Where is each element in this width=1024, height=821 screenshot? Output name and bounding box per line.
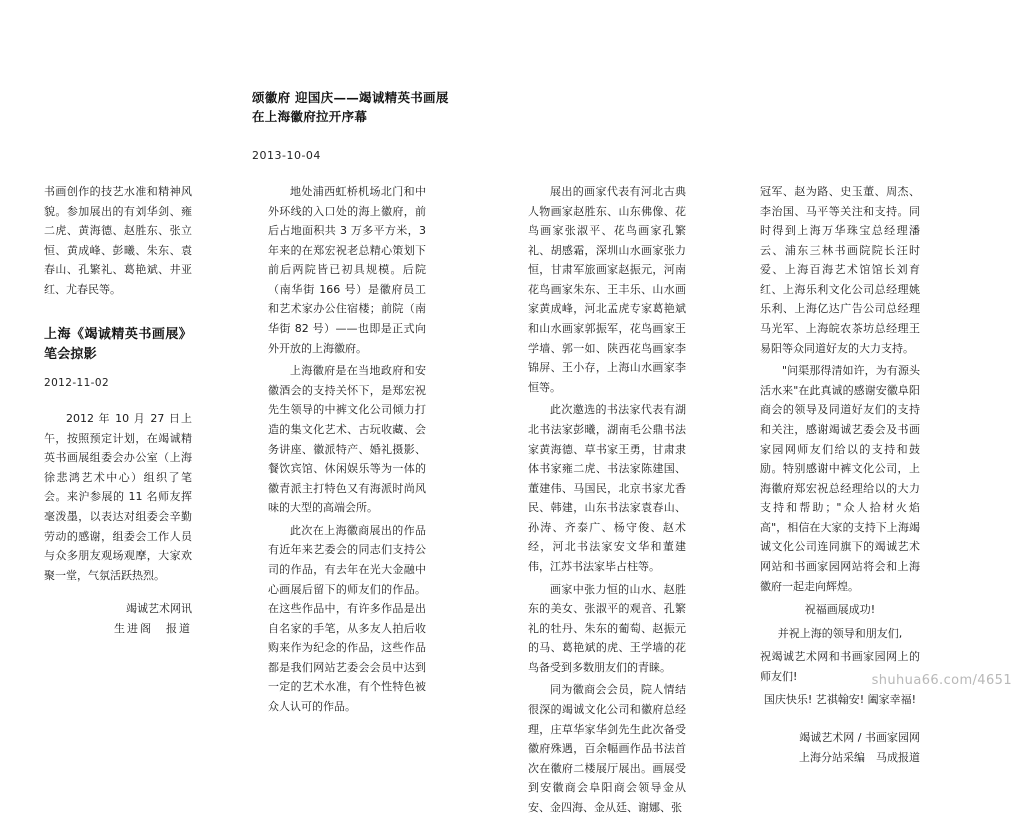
column4-paragraph-1: 冠军、赵为路、史玉董、周杰、李治国、马平等关注和支持。同时得到上海万华珠宝总经理潘云、浦东三林书画院院长汪时爱、上海百海艺术馆馆长刘育红、上海乐利文化公司总经理姚乐利、上海亿达广告公司总经理马光军、上海皖农茶坊总经理王易阳等众同道好友的大力支持。 <box>760 185 920 355</box>
section-title: 上海《竭诚精英书画展》笔会掠影 <box>44 327 192 362</box>
column3-paragraph-1: 展出的画家代表有河北古典人物画家赵胜东、山东佛像、花鸟画家张淑平、花鸟画家孔繁礼、胡感霜，深圳山水画家张力恒，甘肃军旅画家赵振元，河南花鸟画家朱东、王丰乐、山水画家黄成峰，河北孟虎专家葛艳斌和山水画家郭振军，花鸟画家王学墙、郭一如、陕西花鸟画家李锦屏、王小存，上海山水画家李恒等。 <box>528 185 686 394</box>
column1-byline <box>44 599 192 638</box>
signature-site: 竭诚艺术网 / 书画家园网 <box>799 731 920 745</box>
watermark-text: shuhua66.com/4651 <box>871 673 1012 688</box>
column3-paragraph-3: 画家中张力恒的山水、赵胜东的美女、张淑平的观音、孔繁礼的牡丹、朱东的葡萄、赵振元的马、葛艳斌的虎、王学墙的花鸟备受到多数朋友们的青睐。 <box>528 582 686 674</box>
byline-source: 竭诚艺术网讯 <box>126 602 192 616</box>
column3-paragraph-4: 同为徽商会会员，院人情结很深的竭诚文化公司和徽府总经理，庄草华家华剑先生此次备受徽府殊遇，百余幅画作品书法首次在徽府二楼展厅展出。画展受到安徽商会阜阳商会领导金从安、金四海、金从廷、谢娜、张 <box>528 683 686 814</box>
section-date: 2012-11-02 <box>44 377 110 390</box>
column3-paragraph-2: 此次邀选的书法家代表有湖北书法家彭曦，湖南毛公鼎书法家黄海德、草书家王勇，甘肃隶体书家雍二虎、书法家陈建国、董建伟、马国民，北京书家尤香民、韩建，山东书法家袁春山、孙涛、齐泰广、杨守俊、赵术经，河北书法家安文华和董建伟，江苏书法家毕占柱等。 <box>528 403 686 573</box>
text-column-2 <box>268 182 426 720</box>
headline-date: 2013-10-04 <box>252 148 321 162</box>
closing-line-2: 并祝上海的领导和朋友们, <box>777 626 903 640</box>
headline-line-2: 在上海徽府拉开序幕 <box>252 109 368 125</box>
text-column-3 <box>528 182 686 821</box>
closing-line-4: 国庆快乐! 艺祺翰安! 阖家幸福! <box>763 693 917 707</box>
column1-lead-paragraph: 书画创作的技艺水准和精神风貌。参加展出的有刘华剑、雍二虎、黄海德、赵胜东、张立恒、黄成峰、彭曦、朱东、袁春山、孔繁礼、葛艳斌、井亚红、尤春民等。 <box>44 185 192 296</box>
closing-line-3: 祝竭诚艺术网和书画家园网上的师友们! <box>760 650 920 683</box>
signature-reporter: 上海分站采编 马成报道 <box>799 750 920 764</box>
article-headline-block <box>252 88 512 162</box>
byline-reporter: 生进阁 报道 <box>114 621 192 635</box>
text-column-1 <box>44 182 192 638</box>
column2-paragraph-3: 此次在上海徽商展出的作品有近年来艺委会的同志们支持公司的作品，有去年在光大金融中心画展后留下的师友们的作品。在这些作品中，有许多作品是出自名家的手笔，从多友人拍后收购来作为纪念的作品，这些作品都是我们网站艺委会会员中达到一定的艺术水准，有个性特色被众人认可的作品。 <box>268 523 426 714</box>
column4-paragraph-2: "问渠那得清如许，为有源头活水来"在此真诚的感谢安徽阜阳商会的领导及同道好友们的支持和关注，感谢竭诚艺委会及书画家园网师友们给以的支持和鼓励。特别感谢中裤文化公司，上海徽府郑宏祝总经理给以的大力支持和帮助；"众人拾材火焰高"，相信在大家的支持下上海竭诚文化公司连同旗下的竭诚艺术网站和书画家园网站将会和上海徽府一起走向辉煌。 <box>760 364 920 593</box>
column2-paragraph-1: 地处浦西虹桥机场北门和中外环线的入口处的海上徽府，前后占地面积共 3 万多平方米，3 年来的在郑宏祝老总精心策划下前后两院皆已初具规模。后院（南华街 166 号）是徽府员工和艺术家办公住宿楼；前院（南华街 82 号）——也即是正式向外开放的上海徽府。 <box>268 185 426 355</box>
column2-paragraph-2: 上海徽府是在当地政府和安徽酒会的支持关怀下，是郑宏祝先生领导的中裤文化公司倾力打造的集文化艺术、古玩收藏、会务讲座、徽派特产、婚礼摄影、餐饮宾馆、休闲娱乐等为一体的徽青派主打特色又有海派时尚风味的大型的高端会所。 <box>268 364 426 515</box>
closing-line-1: 祝福画展成功! <box>804 603 876 617</box>
column4-signature <box>760 728 920 768</box>
column1-paragraph-1: 2012 年 10 月 27 日上午，按照预定计划，在竭诚精英书画展组委会办公室（上海徐悲鸿艺术中心）组织了笔会。来沪参展的 11 名师友挥毫泼墨，以表达对组委会辛勤劳动的感谢，组委会工作人员与众多朋友观场观摩，大家欢聚一堂，气氛活跃热烈。 <box>44 412 192 582</box>
headline-line-1: 颂徽府 迎国庆——竭诚精英书画展 <box>252 90 449 105</box>
